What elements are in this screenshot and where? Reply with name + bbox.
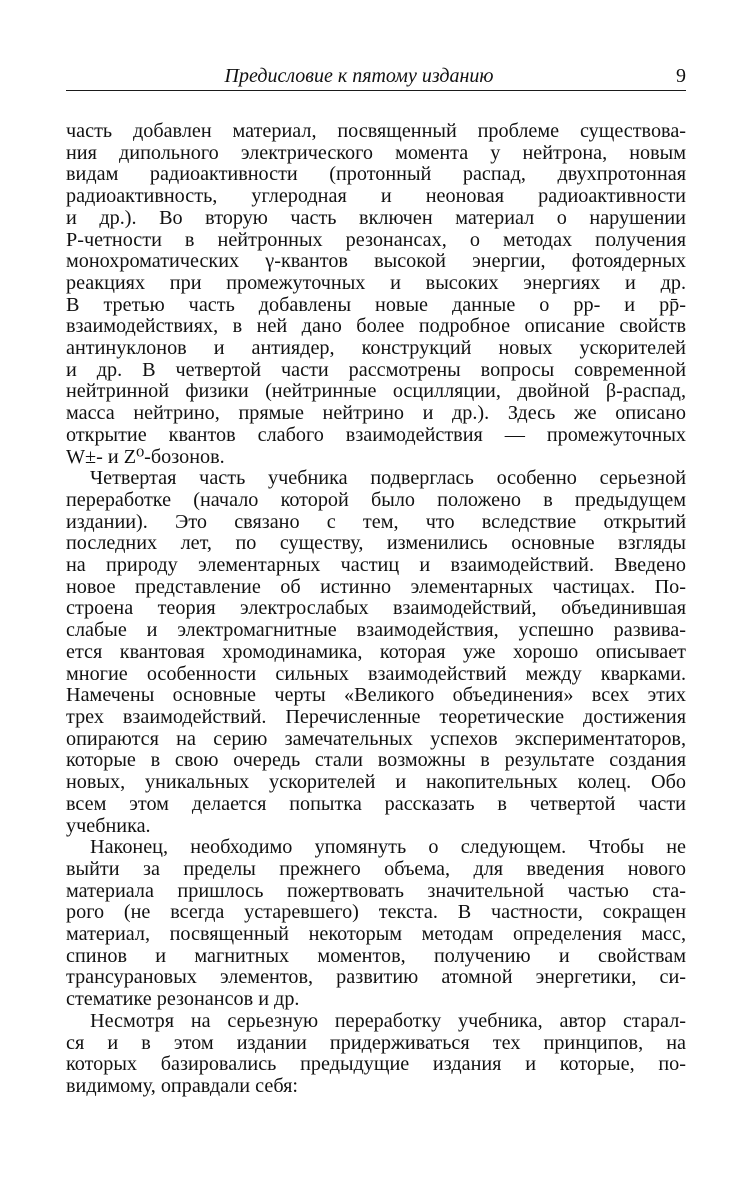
text-line: трансурановых элементов, развитию атомной энергетики, си- xyxy=(66,966,686,989)
text-line: видам радиоактивности (протонный распад, двухпротонная xyxy=(66,163,686,186)
paragraph-3 xyxy=(66,837,686,1011)
body-text xyxy=(66,121,686,1098)
text-line: видимому, оправдали себя: xyxy=(66,1074,298,1097)
text-line: P-четности в нейтронных резонансах, о методах получения xyxy=(66,228,686,251)
text-line: и др. В четвертой части рассмотрены вопросы современной xyxy=(66,358,686,381)
text-line: новых, уникальных ускорителей и накопительных колец. Обо xyxy=(66,771,686,794)
paragraph-1 xyxy=(66,121,686,468)
text-line: спинов и магнитных моментов, получению и свойствам xyxy=(66,944,686,967)
text-line: ния дипольного электрического момента у нейтрона, новым xyxy=(66,141,686,164)
text-line: опираются на серию замечательных успехов экспериментаторов, xyxy=(66,727,686,750)
running-header-title: Предисловие к пятому изданию xyxy=(224,65,494,87)
text-line: многие особенности сильных взаимодействий между кварками. xyxy=(66,662,686,685)
text-line: рого (не всегда устаревшего) текста. В частности, сокращен xyxy=(66,901,686,924)
text-line: трех взаимодействий. Перечисленные теоретические достижения xyxy=(66,705,686,728)
text-line: масса нейтрино, прямые нейтрино и др.). Здесь же описано xyxy=(66,402,686,425)
text-line: всем этом делается попытка рассказать в четвертой части xyxy=(66,792,686,815)
text-line: и др.). Во вторую часть включен материал о нарушении xyxy=(66,206,686,229)
text-line: реакциях при промежуточных и высоких энергиях и др. xyxy=(66,271,686,294)
text-line: строена теория электрослабых взаимодействий, объединившая xyxy=(66,597,686,620)
text-line: ся и в этом издании придерживаться тех принципов, на xyxy=(66,1031,686,1054)
text-line: на природу элементарных частиц и взаимодействий. Введено xyxy=(66,554,686,577)
page-number: 9 xyxy=(676,65,686,87)
text-line: Намечены основные черты «Великого объединения» всех этих xyxy=(66,684,686,707)
text-line: которые в свою очередь стали возможны в результате создания xyxy=(66,749,686,772)
text-line: часть добавлен материал, посвященный проблеме существова- xyxy=(66,120,686,142)
text-line: учебника. xyxy=(66,814,151,837)
text-line: которых базировались предыдущие издания и которые, по- xyxy=(66,1053,686,1076)
text-line: ется квантовая хромодинамика, которая уже хорошо описывает xyxy=(66,640,686,663)
text-line: выйти за пределы прежнего объема, для введения нового xyxy=(66,857,686,880)
text-line: радиоактивность, углеродная и неоновая радиоактивности xyxy=(66,185,686,208)
text-line: новое представление об истинно элементарных частицах. По- xyxy=(66,575,686,598)
text-line: Несмотря на серьезную переработку учебника, автор старал- xyxy=(90,1009,686,1032)
text-line: монохроматических γ-квантов высокой энергии, фотоядерных xyxy=(66,250,686,273)
text-line: W±- и Z⁰-бозонов. xyxy=(66,445,225,468)
text-line: слабые и электромагнитные взаимодействия, успешно развива- xyxy=(66,619,686,642)
text-line: Четвертая часть учебника подверглась особенно серьезной xyxy=(90,467,686,490)
text-line: В третью часть добавлены новые данные о pp- и pp̄- xyxy=(66,293,686,316)
paragraph-2 xyxy=(66,468,686,837)
text-line: стематике резонансов и др. xyxy=(66,988,300,1011)
text-line: материала пришлось пожертвовать значительной частью ста- xyxy=(66,879,686,902)
paragraph-4 xyxy=(66,1011,686,1098)
text-line: открытие квантов слабого взаимодействия — промежуточных xyxy=(66,423,686,446)
text-line: последних лет, по существу, изменились основные взгляды xyxy=(66,532,686,555)
running-header xyxy=(66,64,686,91)
text-line: антинуклонов и антиядер, конструкций новых ускорителей xyxy=(66,337,686,360)
text-line: материал, посвященный некоторым методам определения масс, xyxy=(66,923,686,946)
text-line: взаимодействиях, в ней дано более подробное описание свойств xyxy=(66,315,686,338)
text-line: издании). Это связано с тем, что вследствие открытий xyxy=(66,510,686,533)
text-line: нейтринной физики (нейтринные осцилляции, двойной β-распад, xyxy=(66,380,686,403)
text-line: Наконец, необходимо упомянуть о следующем. Чтобы не xyxy=(90,836,686,859)
text-line: переработке (начало которой было положено в предыдущем xyxy=(66,488,686,511)
